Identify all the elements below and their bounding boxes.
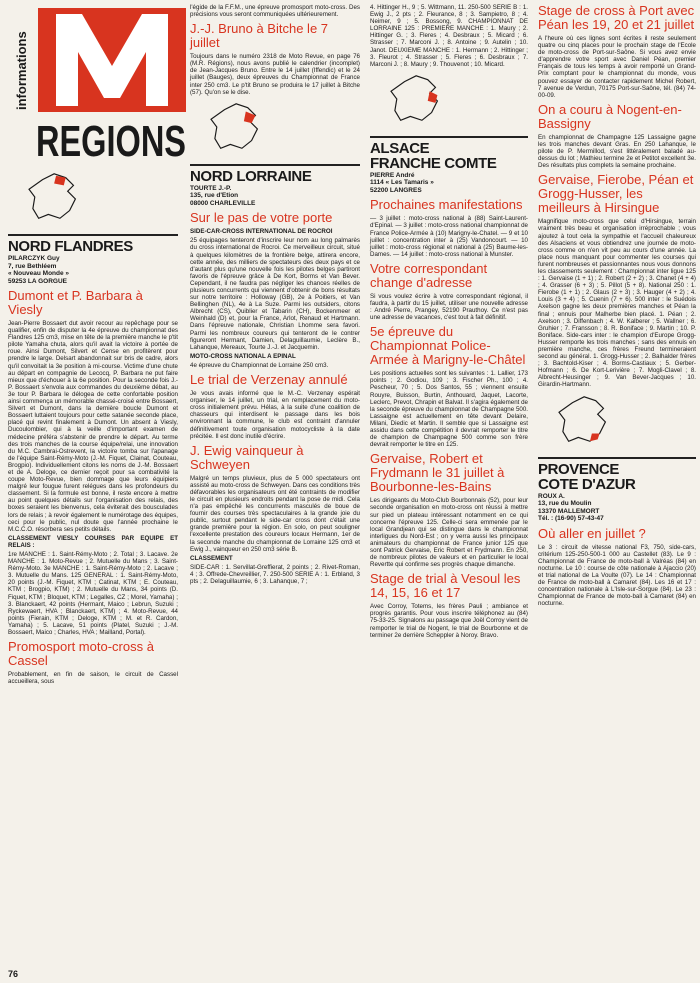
regions-logo bbox=[14, 6, 188, 166]
subheading: SIDE-CAR-CROSS INTERNATIONAL DE ROCROI bbox=[190, 228, 333, 236]
results-text: SIDE-CAR : 1. Servillat-Greffierat, 2 points ; 2. Rivet-Roman, 4 ; 3. Offrede-Chevreillier, 7. 250-500 SERIE A : 1. Erbland, 3 pts ; 2. Delaguillaumie, 6 ; 3. Lahanque, 7 ; bbox=[190, 563, 360, 585]
article-text: Malgré un temps pluvieux, plus de 5 000 spectateurs ont assisté au moto-cross de Schweyen. Dans ces conditions très défavorables les organisateurs ont été contraints de modifier le circuit en plusieurs endroits pendant la pose de midi. Cela n'a pas empêché les concurrents masculés de boue de fournir des courses très spectaculaires à la grande joie du public, surtout pendant le side-car cross dont c'était une grande première pour la région. En solo, on peut souligner l'excellente prestation des coureurs locaux Hermann, 1er de la seconde manche du championnat de Lorraine 125 cm3 et Ewig J., vainqueur en 250 cm3 série B. bbox=[190, 474, 360, 553]
address-line: ROUX A. bbox=[538, 492, 565, 500]
region-rule bbox=[538, 457, 696, 459]
region-name-line-2: FRANCHE COMTE bbox=[370, 154, 497, 172]
logo-vertical-text: informations bbox=[14, 31, 29, 110]
article-text: Les positions actuelles sont les suivantes : 1. Lallier, 173 points ; 2. Godiou, 109 ; 3. Fischer Ph., 100 ; 4. Pescheur, 70 ; 5. Dos Santos, 55 ; viennent ensuite Rouyre, Buisson, Burtin, Anthouard, Jaquet, Lacorte, Leclerc, Prevot, Chrapin et Balvat. Il s'agira également de la seconde épreuve du championnat de Champagne 500. Lassaigne est actuellement en tête devant Delaire, Milani, Diedic et Martin. Il semble que si Lassaigne est assidu dans cette compétition il devrait remporter le titre de champion de Champagne 500 comme son frère devrait remporter le titre en 125. bbox=[370, 370, 528, 449]
address-line: « Nouveau Monde » bbox=[8, 270, 70, 277]
address-line: 135, rue d'Etion bbox=[190, 192, 239, 200]
subheading: CLASSEMENT bbox=[190, 554, 233, 562]
article-heading: Prochaines manifestations bbox=[370, 197, 523, 213]
map-icon bbox=[8, 168, 108, 226]
column-3 bbox=[370, 0, 528, 641]
results-text: 4. Hittinger H., 9 ; 5. Wittmann, 11. 250-500 SERIE B : 1. Ewig J., 2 pts ; 2. Fleurance, 8 ; 3. Sampietro, 8 ; 4. Neimer, 9 ; 5. Bossong, 9. CHAMPIONNAT DE LORRAINE 125 : PREMIERE MANCHE : 1. Maury ; 2. Hittinger G. ; 3. Fleres ; 4. Desbraux ; 5. Micard ; 6. Strasser ; 7. Marconi J. ; 8. Antoine ; 9. Autelin ; 10. Janot. DEUXIEME MANCHE : 1. Hermann ; 2. Hittinger ; 3. Fleurot ; 4. Strasser ; 5. Fleres ; 6. Desbraux ; 7. Marconi J. ; 8. Maury ; 9. Thouvenot ; 10. Micard. bbox=[370, 4, 528, 68]
article-heading: Gervaise, Fierobe, Péan et Grogg-Husser, les meilleurs à Hirsingue bbox=[538, 172, 694, 216]
article-text: 25 équipages tenteront d'inscrire leur nom au long palmarès du cross international de Rocroi. Ce merveilleux circuit, situé à quelques kilomètres de la frontière belge, attirera encore, cette année, des milliers de spectateurs des deux pays et ce d'autant plus qu'une nouvelle fois les pilotes belges partiront favoris de l'épreuve grâce à De Kort, Borms et Van Bever. Cependant, il ne faudra pas négliger les chances réelles de plusieurs concurrents qui viennent d'obtenir de bons résultats sur notre territoire : Holloway (GB), 2e à Poitiers, et Van Bellinghen (NL), 4e à La Suze. Parmi les outsiders, citons Albrecht (CS), Quiblier et Tabarin (CH), Bockenmeer et Weinhald (D) et, pour la France, Arlot, Renaud et Hartmann. Dans l'épreuve nationale, Christian Lhomme sera favori. Parmi les nombreux coureurs qui tenteront de le contrer figureront Hermant, Damien, Delaguillaumie, Leclère B., Lahanque, Mereaux, Tourte J.-J. et Jacquemin. bbox=[190, 237, 360, 351]
article-heading: Sur le pas de votre porte bbox=[190, 210, 333, 226]
article-heading: Le trial de Verzenay annulé bbox=[190, 372, 348, 388]
map-icon bbox=[538, 391, 638, 449]
address-line: Tél. : (16-90) 57-43-47 bbox=[538, 515, 604, 523]
article-heading: Gervaise, Robert et Frydmann le 31 juillet à Bourbonne-les-Bains bbox=[370, 451, 505, 495]
address-line: 13370 MALLEMORT bbox=[538, 507, 600, 515]
article-text: l'égide de la F.F.M., une épreuve promosport moto-cross. Des précisions vous seront communiquées ultérieurement. bbox=[190, 4, 360, 19]
region-name: NORD FLANDRES bbox=[8, 238, 133, 255]
address-line: TOURTE J.-P. bbox=[190, 184, 232, 192]
region-rule bbox=[370, 136, 528, 138]
article-text: Les dirigeants du Moto-Club Bourbonnais (52), pour leur seconde organisation en moto-cross ont réussi à mettre sur pied un plateau intéressant notamment en ce qui concerne l'épreuve 125. Celle-ci sera emmenée par le local Grandjean qui se distingue dans le championnat interligues du Nord-Est ; on y verra aussi les principaux animateurs du championnat de France junior 125 que sont Patrick Gervaise, Eric Robert et Frydmann. En 250, de nombreux pilotes de valeurs et en particulier le local Revertte qui confirme ses progrès chaque dimanche. bbox=[370, 497, 528, 569]
results-heading: CLASSEMENT VIESLY COURSES PAR EQUIPE ET RELAIS : bbox=[8, 534, 178, 549]
address-line: 59253 LA GORGUE bbox=[8, 277, 68, 285]
map-icon bbox=[370, 70, 470, 128]
article-text: Je vous avais informé que le M.-C. Verzenay espérait organiser, le 14 juillet, un trial, en remplacement du moto-cross initialement prévu. Hélas, à la suite d'une coalition de chasseurs qui interdisent le passage dans les bois environnant la commune, le club est contraint d'annuler définitivement toute organisation motocycliste à la date précitée. Il est donc inutile d'écrire. bbox=[190, 390, 360, 440]
address-line: 08000 CHARLEVILLE bbox=[190, 199, 256, 207]
correspondent-address bbox=[370, 172, 528, 195]
article-heading: 5e épreuve du Championnat Police-Armée à Marigny-le-Châtel bbox=[370, 324, 526, 368]
article-text: Avec Corroy, Totems, les frères Pauli ; ambiance et progrès garantis. Pour vous inscrire téléphonez au (84) 75-33-25. Signalons au passage que Joël Corroy vient de remporter le trial de Nogent, le trial de Bourbonne et de terminer 2e derrière Scheppler à Noroy. Bravo. bbox=[370, 603, 528, 639]
address-line: PILARCZYK Guy bbox=[8, 255, 60, 262]
address-line: 7, rue Bethléem bbox=[8, 262, 57, 270]
article-heading: Stage de cross à Port avec Péan les 19, 20 et 21 juillet bbox=[538, 3, 695, 32]
address-line: 1114 « Les Tamaris » bbox=[370, 179, 434, 187]
correspondent-address bbox=[538, 493, 696, 523]
region-name: NORD LORRAINE bbox=[190, 167, 312, 185]
results-text: 1re MANCHE : 1. Saint-Rémy-Moto ; 2. Total ; 3. Lacave. 2e MANCHE : 1. Moto-Revue ; 2. Mutuelle du Mans ; 3. Saint-Rémy-Moto. 3e MANCHE : 1. Saint-Rémy-Moto ; 2. Lacave ; 3. Mutuelle du Mans. 125 GENERAL : 1. Saint-Rémy-Moto, 20 points (J.-M. Fiquet, KTM ; Catinat, KTM ; E. Couteau, KTM ; Brogpio, KTM) ; 2. Mutuelle du Mans, 34 points (D. Fiquet, KTM ; Bloquet, KTM ; Legalles, CZ ; Morel, Yamaha) ; 3. Blanckaert, 42 points (Hermant, Maico ; Lebrun, Suzuki ; Ryckewaert, HVA ; Blanckaert, KTM) ; 4. Moto-Revue, 44 points (Fierain, KTM ; Deloge, KTM ; M. et R. Cardon, Yamaha) ; 5. Lacave, 51 points (Platel, Suzuki ; J.-M. Bossaert, Maico ; Charles, HVA ; Mailland, Portal). bbox=[8, 551, 178, 637]
article-text: Le 3 : circuit de vitesse national F3, 750, side-cars, critérium 125-250-500-1 000 au Castellet (83). Le 9 : Championnat de France de moto-ball à Valréas (84) en nocturne. Le 10 : course de côte nationale à Ajaccio (20) et trial national de La Voulte (07). Le 14 : Championnat de France de moto-ball à Camaret (84). Les 16 et 17 : concentration nationale à L'Isle-sur-Sorgue (84). Le 23 : Championnat de France de moto-ball à Camaret (84) en nocturne. bbox=[538, 543, 696, 608]
article-text: Toujours dans le numéro 2318 de Moto Revue, en page 76 (M.R. Régions), nous avons publié le calendrier (incomplet) de Jean-Jacques Bruno. Entre le 14 juillet (Iffendic) et le 24 juillet (Bauges), deux épreuves du Championnat de France inter 250 cm3. Le p'tit Bruno se produira le 17 juillet à Bitche (57). Qu'on se le dise. bbox=[190, 53, 360, 96]
region-rule bbox=[190, 164, 360, 166]
article-heading: J. Ewig vainqueur à Schweyen bbox=[190, 442, 304, 472]
region-name-line-1: ALSACE bbox=[370, 139, 430, 157]
map-icon bbox=[190, 98, 290, 156]
article-heading: On a couru à Nogent-en-Bassigny bbox=[538, 101, 682, 131]
correspondent-address bbox=[8, 255, 178, 285]
column-2 bbox=[190, 0, 360, 587]
article-text: En championnat de Champagne 125 Lassaigne gagne les trois manches devant Gras. En 250 Lahanque, le pilote de P. Mermillod, s'est littéralement baladé au-dessus du lot ; Mathieu termine 2e et Petitot excellent 3e. Des résultats plus complets la semaine prochaine. bbox=[538, 133, 696, 170]
article-heading: Stage de trial à Vesoul les 14, 15, 16 et 17 bbox=[370, 571, 521, 601]
article-text: Probablement, en fin de saison, le circuit de Cassel accueillera, sous bbox=[8, 671, 178, 686]
article-text: 4e épreuve du Championnat de Lorraine 250 cm3. bbox=[190, 361, 329, 369]
region-name-line-2: COTE D'AZUR bbox=[538, 475, 636, 493]
article-heading: Votre correspondant change d'adresse bbox=[370, 260, 488, 290]
article-text: A l'heure où ces lignes sont écrites il reste seulement quatre ou cinq places pour le prochain stage de l'Ecole de moto-cross de Port-sur-Saône. Si vous avez envie d'apprendre votre sport avec Daniel Péan, premier Français de tous les temps à avoir remporté un Grand-Prix comptant pour le championnat du monde, vous pouvez essayer de contacter rapidement Michel Robert, 7 avenue de Verdun, 70175 Port-sur-Saône, tél. (84) 74-00-09. bbox=[538, 35, 696, 99]
address-line: PIERRE André bbox=[370, 171, 415, 179]
logo-word: REGIONS bbox=[36, 117, 186, 166]
article-text: — 3 juillet : moto-cross national à (88) Saint-Laurent-d'Epinal. — 3 juillet : moto-cross national championnat de France Police-Armée à (10) Marigny-le-Chatel. — 9 et 10 juillet : concentration inter à (25) Vandoncourt. — 10 juillet : moto-cross régional et national à (25) Baume-les-Dames. — 14 juillet : moto-cross national à Munster. bbox=[370, 215, 528, 258]
column-1 bbox=[8, 0, 186, 687]
address-line: 13, rue du Moulin bbox=[538, 500, 592, 508]
article-heading: Dumont et P. Barbara à Viesly bbox=[8, 288, 143, 317]
correspondent-address bbox=[190, 185, 360, 208]
region-rule bbox=[8, 234, 178, 236]
column-4 bbox=[538, 0, 696, 609]
article-text: Magnifique moto-cross que celui d'Hirsingue, terrain vraiment très beau et organisation irréprochable ; vous ajoutez à tout cela la sympathie et l'accueil chaleureux des Alsaciens et vous obtiendrez une journée de moto-cross comme on n'en vit peu au cours d'une année. La place nous manquant pour commenter les courses qui furent nombreuses et passionnantes nous vous donnons les classements seulement : Championnat inter ligue 125 : 1. Gervaise (1 + 1) ; 2. Robert (2 + 2) ; 3. Chanet (4 + 4) ; 4. Grasser (6 + 3) ; 5. Pillot (5 + 8). National 250 : 1. Fierobe (1 + 1) ; 2. Glaus (2 + 3) ; 3. Hauger (4 + 2) ; 4. Louis (3 + 4) ; 5. Cuenin (7 + 6). 500 inter : le Suédois Axelson gagne les deux premières manches et Péan la final ; ennuis pour Malherbe bien placé. 1. Péan ; 2. Axelson ; 3. Diffenbach ; 4. W. Kalberer ; 5. Wallner ; 6. Gruhier ; 7. Fransson ; 8. R. Boniface ; 9. Martin ; 10. P. Boniface. Side-cars inter : le champion d'Europe Grogg-Husser remporte les trois manches ; sans des ennuis en première manche, ces frères Freund termineraient second au général. 1. Grogg-Husser ; 2. Balhalder frères ; 3. Bachtold-Kiser ; 4. Borms-Castiaux ; 5. Gerber-Hofmann ; 6. De Kort-Lerivière ; 7. Mogli-Clavel ; 8. Albrecht-Heusinger ; 9. Van Bever-Jacques ; 10. Girardin-Hartmann. bbox=[538, 218, 696, 389]
article-text: Si vous voulez écrire à votre correspondant régional, il faudra, à partir du 15 juillet, utiliser une nouvelle adresse : André Pierre, Prangey, 52190 Prauthoy. Ce n'est pas une adresse de vacances, c'est tout à fait définitif. bbox=[370, 292, 528, 322]
page-number: 76 bbox=[8, 969, 19, 979]
subheading: MOTO-CROSS NATIONAL A EPINAL bbox=[190, 352, 296, 360]
article-heading: Où aller en juillet ? bbox=[538, 525, 646, 541]
address-line: 52200 LANGRES bbox=[370, 186, 422, 194]
region-name-line-1: PROVENCE bbox=[538, 460, 619, 478]
article-text: Jean-Pierre Bossaert dut avoir recour au repêchage pour se qualifier, enfin de disputer la 4e épreuve du championnat des Flandres 125 cm3, mise en tête de la première manche le p'tit pilote Yamaha chuta, alors qu'il avait la victoire à portée de roue. Ainsi Dumont, Silvert et Cense en profitèrent pour prendre le large. Delsart abandonnait sur bris de cadre, alors qu'il convoitait la 3e position à mi-course. Victime d'une chute au départ en compagnie de Lecocq, P. Barbara ne put faire mieux que d'échouer à la 6e position. Pour la seconde fois J.-P. Bossaert s'envola aux commandes du deuxième débat, au 3e tour P. Barbara le délogea de cette confortable position ainsi commença un mémorable chassé-croisé entre Bossaert, Silvert et Dumont, dans la dernière boucle Dumont et Bossaert luttaient toujours pour cette satanée seconde place, placé qui revint finalement à Dumont. Un absent à Viesly, Ducoulombier, qui à la veille d'important examen de médecine préféra s'abstenir de prendre le départ. Au terme des trois manches de la course équipe/relai, une innovation du M.C. Cambrai-Ostrevent, la victoire tomba sur l'apanage de l'équipe Saint-Rémy-Moto (J.-M. Fiquet, Clainat, Couteau, Brogpio). Individuellement citons les noms de J.-M. Bossaert et de A. Deloge, ce dernier reçoit pour sa combativité la coupe Moto-Revue, bien dommage que leurs équipiers malgré leur fougue furent relégues dans les profondeurs du classement. Si la formule est bonne, il reste encore à mettre au point quelques détails sur l'organisation des relais, des boxes seraient les bienvenus, cela éviterait des bousculades lors de relais ; à revoir également le numérotage des équipes, ceci pour le public, nul doute que l'année prochaine le M.C.C.O. résorbera ses petits détails. bbox=[8, 320, 178, 533]
article-heading: J.-J. Bruno à Bitche le 7 juillet bbox=[190, 21, 329, 51]
article-heading: Promosport moto-cross à Cassel bbox=[8, 639, 154, 669]
